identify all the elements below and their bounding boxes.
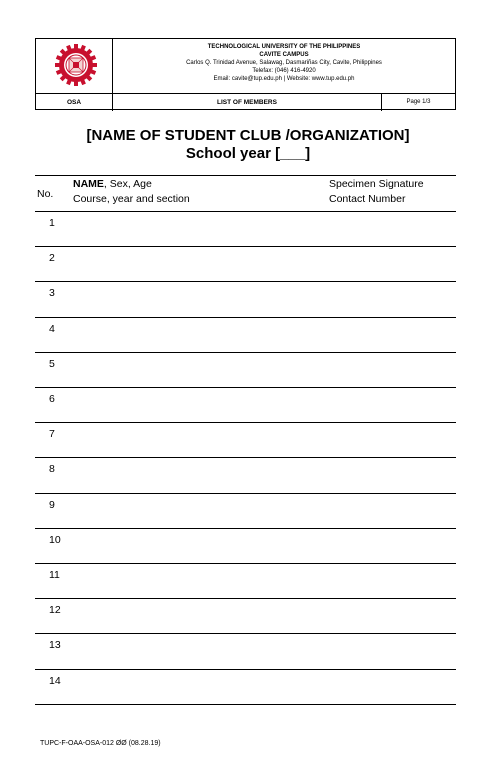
table-row-number: 14 xyxy=(49,674,61,687)
column-contact: Contact Number xyxy=(329,193,406,205)
table-row-rule xyxy=(35,563,456,564)
campus-name: CAVITE CAMPUS xyxy=(259,52,309,58)
table-row-rule xyxy=(35,633,456,634)
table-row-number: 8 xyxy=(49,463,55,476)
table-header xyxy=(35,175,456,212)
column-no: No. xyxy=(37,188,54,200)
document-title: LIST OF MEMBERS xyxy=(217,99,277,106)
office-label: OSA xyxy=(36,94,113,111)
university-seal-icon xyxy=(54,43,98,87)
organization-name-title: [NAME OF STUDENT CLUB /ORGANIZATION] xyxy=(86,127,410,144)
form-code: TUPC-F-OAA-OSA-012 ØØ (08.28.19) xyxy=(40,740,161,747)
header-meta-row xyxy=(36,93,455,111)
logo-cell xyxy=(36,39,113,93)
table-row-number: 9 xyxy=(49,498,55,511)
table-row-number: 2 xyxy=(49,252,55,265)
table-row-rule xyxy=(35,246,456,247)
table-row-number: 1 xyxy=(49,217,55,229)
table-row-rule xyxy=(35,528,456,529)
telefax: Telefax: (046) 416-4920 xyxy=(252,68,316,74)
table-row-rule xyxy=(35,422,456,423)
table-row-rule xyxy=(35,704,456,705)
table-row-number: 6 xyxy=(49,393,55,405)
table-row-rule xyxy=(35,669,456,670)
header-bottom-rule xyxy=(35,211,456,212)
column-name xyxy=(73,178,152,190)
column-name-bold: NAME xyxy=(73,178,104,190)
table-row-rule xyxy=(35,493,456,494)
table-row-rule xyxy=(35,387,456,388)
table-row-rule xyxy=(35,457,456,458)
table-row-number: 7 xyxy=(49,428,55,441)
table-row-rule xyxy=(35,598,456,599)
page-number: Page 1/3 xyxy=(381,94,455,111)
column-name-rest: , Sex, Age xyxy=(103,178,152,190)
column-course: Course, year and section xyxy=(73,193,190,205)
university-name: TECHNOLOGICAL UNIVERSITY OF THE PHILIPPINES xyxy=(207,44,361,50)
table-row-number: 4 xyxy=(49,322,55,335)
document-header xyxy=(35,38,456,110)
column-signature: Specimen Signature xyxy=(329,178,424,190)
table-row-number: 11 xyxy=(49,569,60,581)
table-row-number: 5 xyxy=(49,357,55,370)
table-row-number: 10 xyxy=(49,533,61,546)
table-row-number: 13 xyxy=(49,639,61,652)
email-website: Email: cavite@tup.edu.ph | Website: www.tup.edu.ph xyxy=(213,76,355,82)
table-row-rule xyxy=(35,281,456,282)
table-row-rule xyxy=(35,352,456,353)
campus-address: Carlos Q. Trinidad Avenue, Salawag, Dasmariñas City, Cavite, Philippines xyxy=(186,60,382,66)
institution-info xyxy=(113,39,455,93)
table-row-rule xyxy=(35,317,456,318)
school-year-title: School year [___] xyxy=(185,145,311,162)
table-row-number: 3 xyxy=(49,287,55,300)
table-row-number: 12 xyxy=(49,604,61,617)
